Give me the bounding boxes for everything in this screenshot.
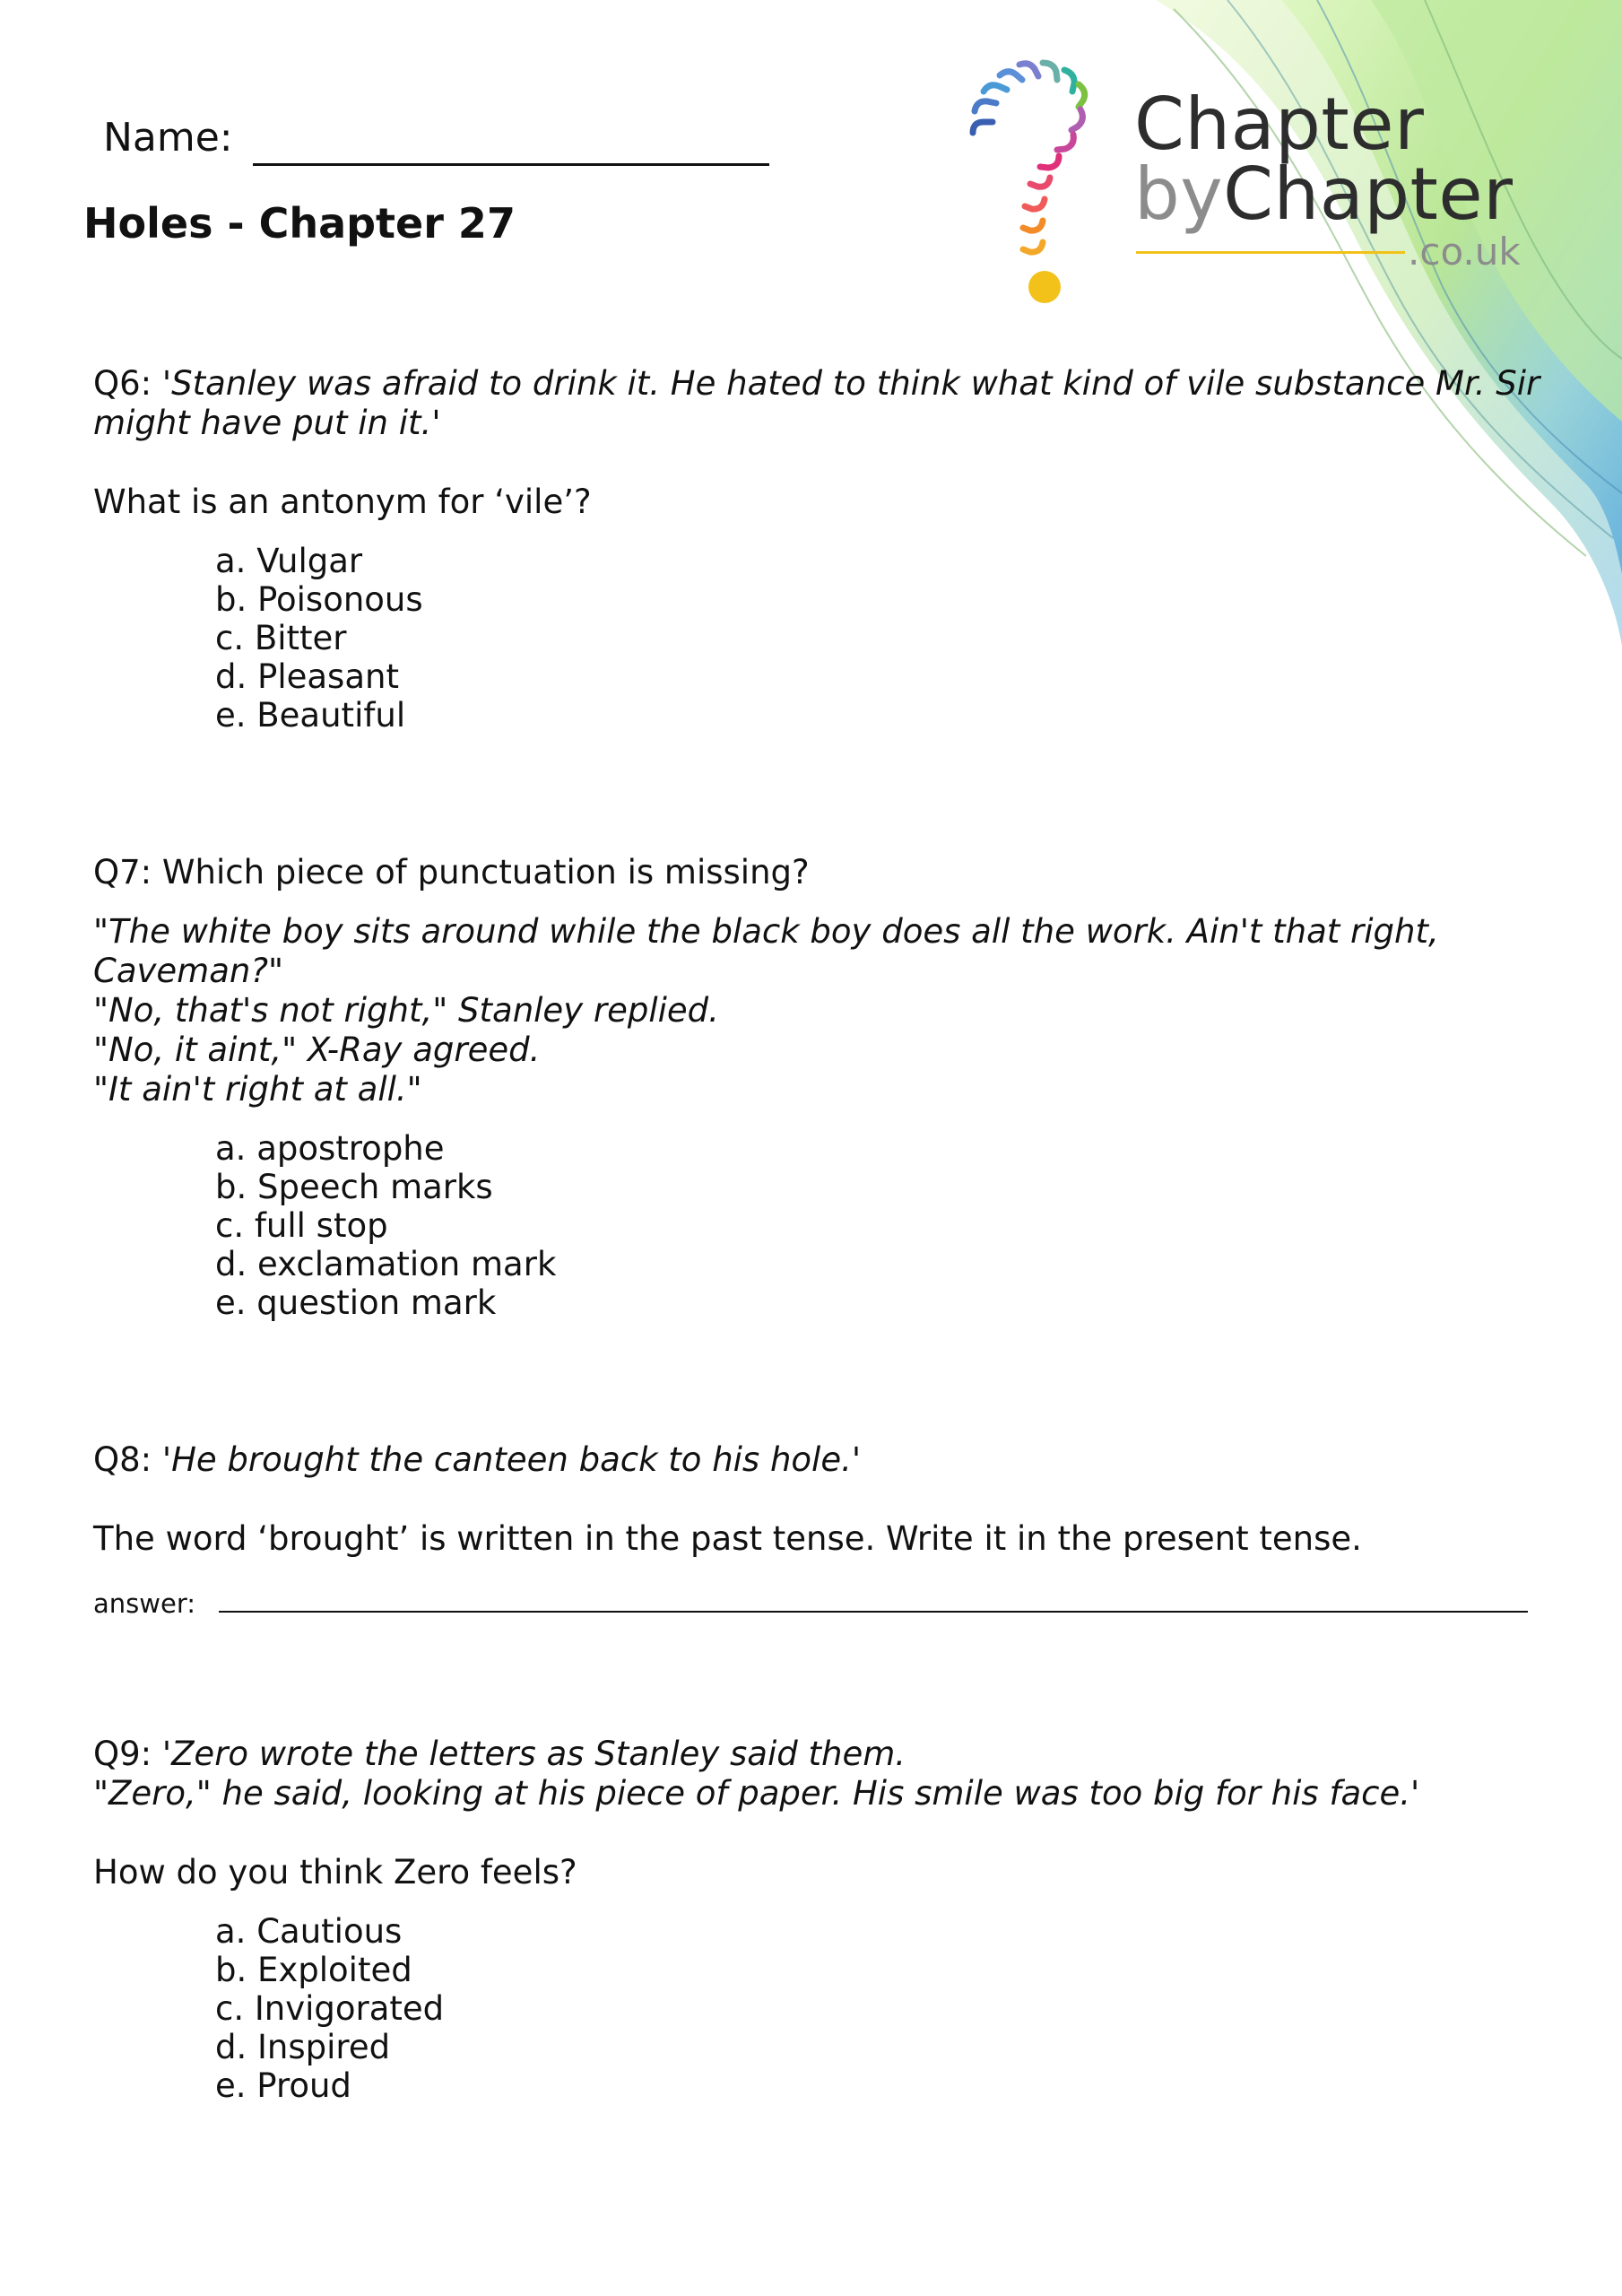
q7-options bbox=[93, 1129, 1546, 1322]
q6-prompt: What is an antonym for ‘vile’? bbox=[93, 483, 592, 521]
q6-quote-text: 'Stanley was afraid to drink it. He hated to think what kind of vile substance Mr. Sir bbox=[161, 364, 1540, 403]
q9-number: Q9: bbox=[93, 1735, 152, 1773]
q6-options bbox=[93, 542, 1546, 735]
q7-prompt: Which piece of punctuation is missing? bbox=[161, 853, 810, 891]
q8-answer-row bbox=[93, 1580, 1546, 1619]
q6-quote-line2: might have put in it.' bbox=[93, 404, 441, 442]
q7-passage-line1: "The white boy sits around while the black boy does all the work. Ain't that right, bbox=[93, 912, 1439, 951]
q9-option-a[interactable]: a. Cautious bbox=[215, 1912, 403, 1951]
question-8 bbox=[93, 1440, 1546, 1619]
question-9 bbox=[93, 1735, 1546, 2105]
q9-quote-line1 bbox=[93, 1735, 1546, 1774]
questions-section bbox=[93, 364, 1546, 2105]
page-title: Holes - Chapter 27 bbox=[83, 199, 516, 248]
q8-quote: 'He brought the canteen back to his hole.' bbox=[161, 1440, 862, 1479]
name-field[interactable] bbox=[253, 163, 769, 166]
q7-option-d[interactable]: d. exclamation mark bbox=[215, 1245, 557, 1283]
name-label: Name: bbox=[103, 115, 233, 161]
chapter-by-chapter-logo bbox=[964, 52, 1538, 321]
q7-passage-line5: "It ain't right at all." bbox=[93, 1070, 422, 1109]
q6-option-b[interactable]: b. Poisonous bbox=[215, 580, 423, 619]
logo-wordmark-by: by bbox=[1134, 152, 1224, 236]
q9-prompt: How do you think Zero feels? bbox=[93, 1853, 577, 1892]
q8-answer-field[interactable] bbox=[219, 1611, 1528, 1613]
q6-option-a[interactable]: a. Vulgar bbox=[215, 542, 363, 580]
q6-quote-line1 bbox=[93, 364, 1546, 404]
q9-option-e[interactable]: e. Proud bbox=[215, 2066, 351, 2105]
q8-quote-line bbox=[93, 1440, 1546, 1480]
q7-passage-line3: "No, that's not right," Stanley replied. bbox=[93, 991, 719, 1030]
q9-option-d[interactable]: d. Inspired bbox=[215, 2028, 391, 2066]
question-mark-books-icon bbox=[964, 52, 1125, 312]
logo-underline bbox=[1136, 251, 1405, 254]
q7-option-b[interactable]: b. Speech marks bbox=[215, 1168, 493, 1206]
q7-option-e[interactable]: e. question mark bbox=[215, 1283, 497, 1322]
logo-wordmark-line2 bbox=[1134, 152, 1514, 236]
q8-answer-label: answer: bbox=[93, 1588, 196, 1619]
q9-quote-line2: "Zero," he said, looking at his piece of paper. His smile was too big for his face.' bbox=[93, 1774, 1420, 1813]
logo-wordmark bbox=[1134, 83, 1514, 236]
q6-number: Q6: bbox=[93, 364, 152, 403]
q7-passage-line4: "No, it aint," X-Ray agreed. bbox=[93, 1031, 541, 1069]
q7-prompt-line bbox=[93, 853, 1546, 892]
logo-domain: .co.uk bbox=[1408, 230, 1521, 274]
q7-option-a[interactable]: a. apostrophe bbox=[215, 1129, 445, 1168]
q6-option-e[interactable]: e. Beautiful bbox=[215, 696, 406, 735]
q9-option-b[interactable]: b. Exploited bbox=[215, 1951, 412, 1989]
q6-option-d[interactable]: d. Pleasant bbox=[215, 657, 399, 696]
q9-option-c[interactable]: c. Invigorated bbox=[215, 1989, 445, 2028]
q8-number: Q8: bbox=[93, 1440, 152, 1479]
q8-prompt: The word ‘brought’ is written in the past tense. Write it in the present tense. bbox=[93, 1519, 1362, 1558]
logo-wordmark-line1: Chapter bbox=[1134, 83, 1425, 166]
question-6 bbox=[93, 364, 1546, 735]
question-7 bbox=[93, 853, 1546, 1322]
q7-number: Q7: bbox=[93, 853, 152, 891]
q7-option-c[interactable]: c. full stop bbox=[215, 1206, 388, 1245]
q7-passage-line2: Caveman?" bbox=[93, 952, 283, 990]
q6-option-c[interactable]: c. Bitter bbox=[215, 619, 347, 657]
q9-quote-text: 'Zero wrote the letters as Stanley said them. bbox=[161, 1735, 906, 1773]
q9-options bbox=[93, 1912, 1546, 2105]
logo-wordmark-chapter: Chapter bbox=[1223, 152, 1514, 236]
